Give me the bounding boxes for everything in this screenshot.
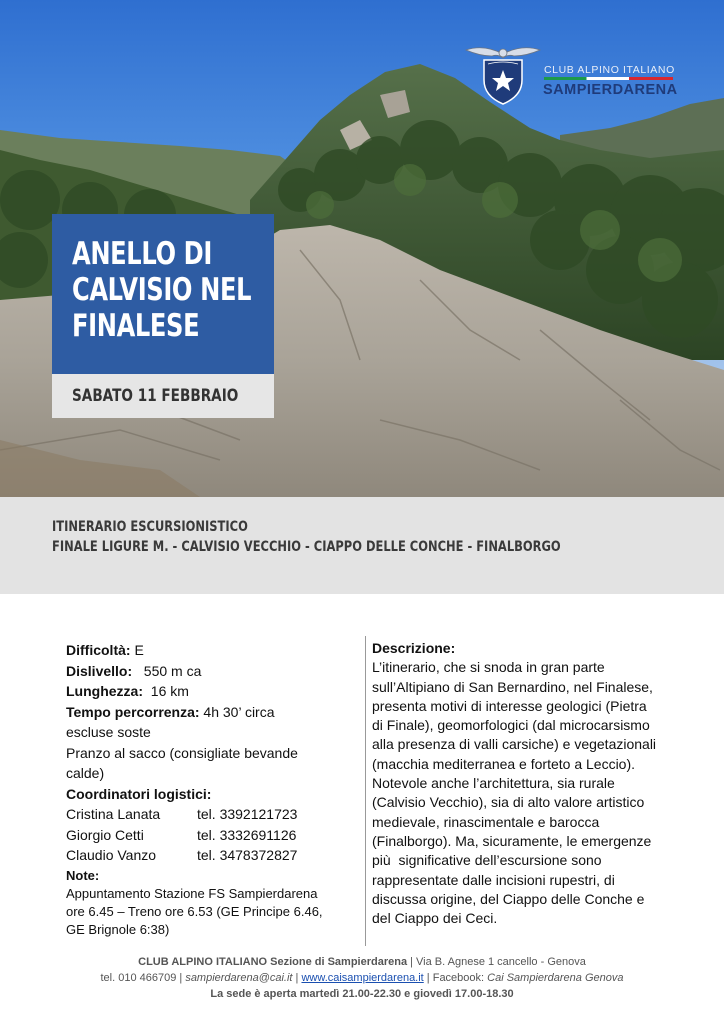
footer-line-2 (0, 970, 724, 986)
description-line: medievale, rinascimentale e barocca (372, 813, 600, 830)
description-line: L’itinerario, che si snoda in gran parte (372, 659, 605, 676)
lunch-line-2: calde) (66, 765, 105, 781)
coordinator-name: Giorgio Cetti (66, 826, 144, 843)
time-row (66, 702, 346, 723)
length-value: 16 km (143, 683, 189, 699)
coordinator-row (66, 825, 346, 846)
note-line: GE Brignole 6:38) (66, 921, 170, 937)
hero-photo (0, 0, 724, 497)
itinerary-heading: ITINERARIO ESCURSIONISTICO (52, 519, 248, 535)
description-line: alla presenza di valli carsiche) e vegetazionali (372, 736, 657, 753)
description-line: Notevole anche l’architettura, sia rurale (372, 775, 615, 792)
coordinator-name: Claudio Vanzo (66, 847, 157, 863)
note-line: Appuntamento Stazione FS Sampierdarena (66, 885, 318, 901)
itinerary-band (0, 497, 724, 594)
footer-facebook[interactable]: Cai Sampierdarena Genova (487, 972, 624, 984)
coordinator-phone: tel. 3392121723 (197, 806, 298, 822)
title-line-2: CALVISIO NEL (72, 272, 252, 308)
coordinator-row (66, 845, 346, 866)
coordinator-row (66, 804, 346, 825)
description-line: (Calvisio Vecchio), sia di alto valore artistico (372, 794, 645, 811)
cai-logo (464, 40, 694, 110)
difficulty-label: Difficoltà: (66, 642, 131, 658)
elevation-row (66, 661, 346, 682)
italian-flag-stripe (544, 77, 673, 80)
time-label: Tempo percorrenza: (66, 703, 200, 720)
description-line: più significative dell’escursione sono (372, 852, 602, 869)
footer-line-3 (0, 986, 724, 1002)
description-line: del Ciappo dei Ceci. (372, 910, 498, 927)
difficulty-row (66, 640, 346, 661)
footer-website-link[interactable]: www.caisampierdarena.it (301, 972, 424, 984)
footer-address: | Via B. Agnese 1 cancello - Genova (407, 956, 586, 968)
difficulty-value: E (130, 642, 144, 658)
description-line: discussa origine, del Ciappo delle Conche e (372, 890, 645, 907)
title-line-1: ANELLO DI (72, 236, 212, 272)
description-line: (Finalborgo). Ma, sicuramente, le emergenze (372, 832, 652, 849)
time-value: 4h 30’ circa (199, 703, 275, 720)
coordinator-phone: tel. 3332691126 (197, 826, 297, 843)
footer-phone: tel. 010 466709 | (100, 972, 186, 984)
itinerary-route: FINALE LIGURE M. - CALVISIO VECCHIO - CIAPPO DELLE CONCHE - FINALBORGO (52, 539, 561, 555)
coordinator-phone: tel. 3478372827 (197, 847, 298, 863)
event-date: SABATO 11 FEBBRAIO (72, 386, 239, 406)
note-line: ore 6.45 – Treno ore 6.53 (GE Principe 6.46, (66, 903, 323, 919)
coordinators-label: Coordinatori logistici: (66, 785, 212, 802)
event-title (72, 236, 267, 344)
time-note: escluse soste (66, 724, 151, 740)
description-line: sull’Altipiano di San Bernardino, nel Finalese, (372, 678, 653, 695)
column-divider (365, 636, 366, 946)
trip-details (66, 640, 346, 939)
description-line: rappresentate dalle incisioni rupestri, di (372, 871, 615, 888)
footer-org: CLUB ALPINO ITALIANO Sezione di Sampierdarena (138, 956, 408, 968)
lunch-line-1: Pranzo al sacco (consigliate bevande (66, 744, 298, 761)
logo-section-name: SAMPIERDARENA (543, 82, 678, 98)
logo-org-name: CLUB ALPINO ITALIANO (544, 64, 675, 76)
description-section (372, 639, 672, 928)
description-title: Descrizione: (372, 640, 456, 656)
date-block (52, 374, 274, 418)
cai-eagle-star-shield-icon (464, 40, 542, 106)
elevation-value: 550 m ca (132, 662, 202, 679)
title-block (52, 214, 274, 374)
footer-separator: | (292, 972, 302, 984)
footer-line-1 (0, 954, 724, 970)
length-label: Lunghezza: (66, 683, 143, 699)
footer (0, 954, 724, 1002)
footer-facebook-label: | Facebook: (423, 972, 488, 984)
coordinator-name: Cristina Lanata (66, 806, 161, 822)
description-line: (macchia mediterranea e forteto a Leccio). (372, 755, 636, 772)
description-line: presenta motivi di interesse geologici (Pietra (372, 697, 647, 714)
title-line-3: FINALESE (72, 308, 200, 344)
elevation-label: Dislivello: (66, 662, 133, 679)
note-label: Note: (66, 867, 100, 883)
footer-email[interactable]: sampierdarena@cai.it (185, 972, 293, 984)
length-row (66, 681, 346, 702)
description-line: di Finale), geomorfologici (dal microcarsismo (372, 717, 650, 734)
footer-hours: La sede è aperta martedì 21.00-22.30 e giovedì 17.00-18.30 (210, 988, 514, 1000)
